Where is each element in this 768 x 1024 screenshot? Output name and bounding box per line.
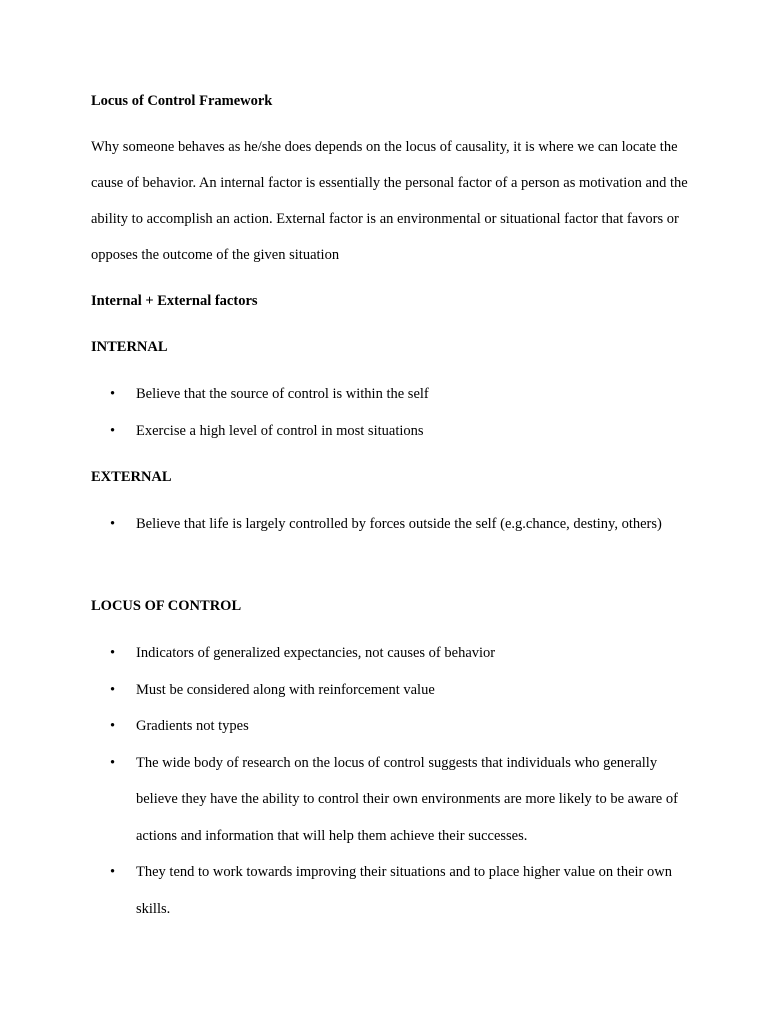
locus-bullet-list [91,635,691,927]
bullet-icon: • [110,718,116,734]
list-item [91,854,691,927]
list-item-text: Indicators of generalized expectancies, not causes of behavior [136,645,496,661]
list-item-text: Gradients not types [136,718,249,734]
bullet-icon: • [110,864,116,880]
bullet-icon: • [110,645,116,661]
list-item [91,745,691,855]
document-title: Locus of Control Framework [91,93,273,109]
list-item-text: They tend to work towards improving their situations and to place higher value on their own skills. [136,864,672,917]
list-item [91,506,691,543]
list-item-text: The wide body of research on the locus of control suggests that individuals who generally believe they have the ability to control their own environments are more likely to be aware of actions and information that will help them achieve their successes. [136,754,678,844]
list-item-text: Exercise a high level of control in most situations [136,422,424,439]
list-item-text: Believe that life is largely controlled by forces outside the self (e.g.chance, destiny, others) [136,516,662,532]
internal-bullet-list [91,376,691,449]
list-item [91,413,691,450]
bullet-icon: • [110,681,116,698]
list-item [91,672,691,709]
list-item-text: Must be considered along with reinforcement value [136,681,435,698]
subheading-internal-external: Internal + External factors [91,293,258,309]
list-item [91,708,691,745]
bullet-icon: • [110,386,116,402]
list-item-text: Believe that the source of control is within the self [136,386,429,402]
external-bullet-list [91,506,691,543]
list-item [91,635,691,672]
bullet-icon: • [110,516,116,532]
heading-locus-of-control: LOCUS OF CONTROL [91,598,242,614]
heading-internal: INTERNAL [91,339,168,355]
intro-paragraph: Why someone behaves as he/she does depends on the locus of causality, it is where we can locate the cause of behavior. An internal factor is essentially the personal factor of a person as motivation and the ability to accomplish an action. External factor is an environmental or situational factor that favors or opposes the outcome of the given situation [91,139,688,263]
bullet-icon: • [110,754,116,771]
bullet-icon: • [110,422,116,439]
heading-external: EXTERNAL [91,469,172,485]
list-item [91,376,691,413]
